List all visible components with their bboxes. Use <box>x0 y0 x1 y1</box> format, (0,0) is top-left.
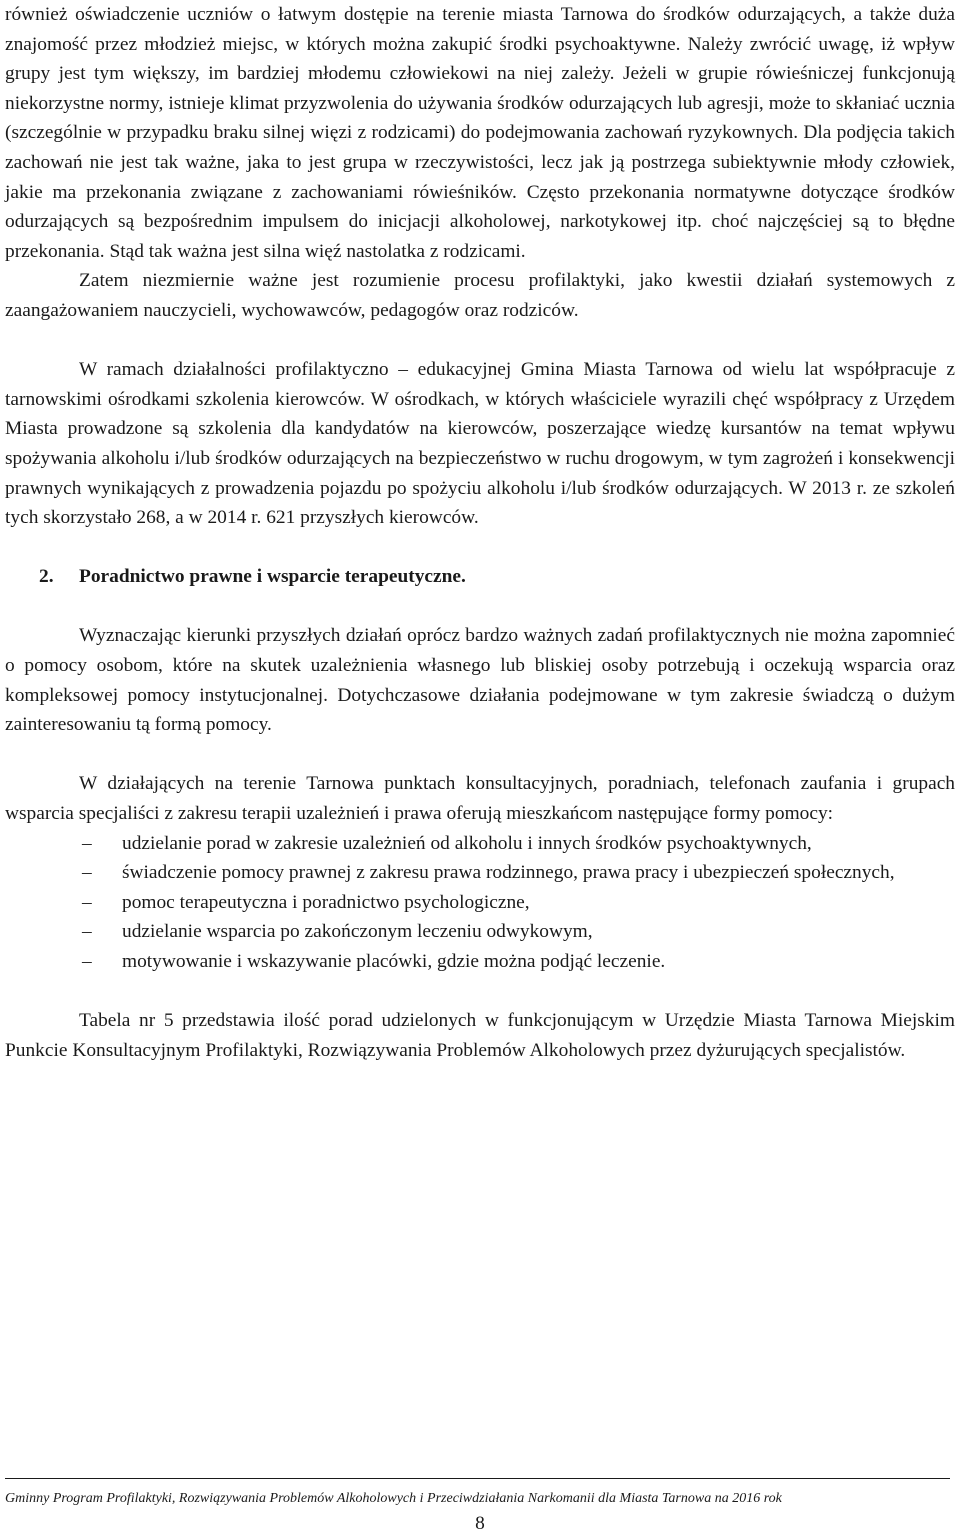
page-number: 8 <box>475 1513 485 1534</box>
section-heading <box>5 562 955 592</box>
footer-program-title: Gminny Program Profilaktyki, Rozwiązywania Problemów Alkoholowych i Przeciwdziałania Narkomanii dla Miasta Tarnowa na 2016 rok <box>5 1491 782 1506</box>
footer-divider <box>5 1478 950 1479</box>
paragraph-systemic-prevention: Zatem niezmiernie ważne jest rozumienie procesu profilaktyki, jako kwestii działań systemowych z zaangażowaniem nauczycieli, wychowawców, pedagogów oraz rodziców. <box>5 270 955 321</box>
list-item: – udzielanie wsparcia po zakończonym leczeniu odwykowym, <box>5 917 955 947</box>
list-item: – udzielanie porad w zakresie uzależnień od alkoholu i innych środków psychoaktywnych, <box>5 829 955 859</box>
section-title: Poradnictwo prawne i wsparcie terapeutyczne. <box>79 566 466 588</box>
list-item: – pomoc terapeutyczna i poradnictwo psychologiczne, <box>5 888 955 918</box>
spacer <box>5 326 955 356</box>
paragraph-future-directions: Wyznaczając kierunki przyszłych działań oprócz bardzo ważnych zadań profilaktycznych nie można zapomnieć o pomocy osobom, które na skutek uzależnienia własnego lub bliskiej osoby potrzebują i oczekują wsparcia oraz kompleksowej pomocy instytucjonalnej. Dotychczasowe działania podejmowane w tym zakresie świadczą o dużym zainteresowaniu tą formą pomocy. <box>5 625 955 736</box>
spacer <box>5 592 955 622</box>
spacer <box>5 533 955 563</box>
dash-marker: – <box>82 921 92 943</box>
paragraph-table-intro: Tabela nr 5 przedstawia ilość porad udzielonych w funkcjonującym w Urzędzie Miasta Tarnowa Miejskim Punkcie Konsultacyjnym Profilaktyki, Rozwiązywania Problemów Alkoholowych przez dyżurujących specjalistów. <box>5 1010 955 1061</box>
help-forms-list <box>5 829 955 977</box>
spacer <box>5 977 955 1007</box>
paragraph-peer-influence: również oświadczenie uczniów o łatwym dostępie na terenie miasta Tarnowa do środków odurzających, a także duża znajomość przez młodzież miejsc, w których można zakupić środki psychoaktywne. Należy zwrócić uwagę, iż wpływ grupy jest tym większy, im bardziej młodemu człowiekowi na niej zależy. Jeżeli w grupie rówieśniczej funkcjonują niekorzystne normy, istnieje klimat przyzwolenia do używania środków odurzających lub agresji, może to skłaniać ucznia (szczególnie w przypadku braku silnej więzi z rodzicami) do podejmowania zachowań ryzykownych. Dla podjęcia takich zachowań nie jest tak ważne, jaka to jest grupa w rzeczywistości, lecz jak ją postrzega subiektywnie młody człowiek, jakie ma przekonania związane z zachowaniami rówieśników. Często przekonania normatywne dotyczące środków odurzających są bezpośrednim impulsem do inicjacji alkoholowej, narkotykowej itp. choć najczęściej są to błędne przekonania. Stąd tak ważna jest silna więź nastolatka z rodzicami. <box>5 4 955 262</box>
list-item: – motywowanie i wskazywanie placówki, gdzie można podjąć leczenie. <box>5 947 955 977</box>
paragraph-driving-schools: W ramach działalności profilaktyczno – edukacyjnej Gmina Miasta Tarnowa od wielu lat współpracuje z tarnowskimi ośrodkami szkolenia kierowców. W ośrodkach, w których właściciele wyrazili chęć współpracy z Urzędem Miasta prowadzone są szkolenia dla kandydatów na kierowców, poszerzające wiedzę kursantów na temat wpływu spożywania alkoholu i/lub środków odurzających na bezpieczeństwo w ruchu drogowym, w tym zagrożeń i konsekwencji prawnych wynikających z prowadzenia pojazdu po spożyciu alkoholu i/lub środków odurzających. W 2013 r. ze szkoleń tych skorzystało 268, a w 2014 r. 621 przyszłych kierowców. <box>5 359 955 529</box>
section-number: 2. <box>39 566 54 588</box>
paragraph-consultation-points: W działających na terenie Tarnowa punktach konsultacyjnych, poradniach, telefonach zaufania i grupach wsparcia specjaliści z zakresu terapii uzależnień i prawa oferują mieszkańcom następujące formy pomocy: <box>5 773 955 825</box>
dash-marker: – <box>82 832 92 854</box>
list-item: – świadczenie pomocy prawnej z zakresu prawa rodzinnego, prawa pracy i ubezpieczeń społecznych, <box>5 858 955 888</box>
page-footer <box>5 1478 955 1536</box>
dash-marker: – <box>82 891 92 913</box>
spacer <box>5 740 955 770</box>
document-page <box>5 0 955 1065</box>
dash-marker: – <box>82 951 92 972</box>
dash-marker: – <box>82 862 92 884</box>
